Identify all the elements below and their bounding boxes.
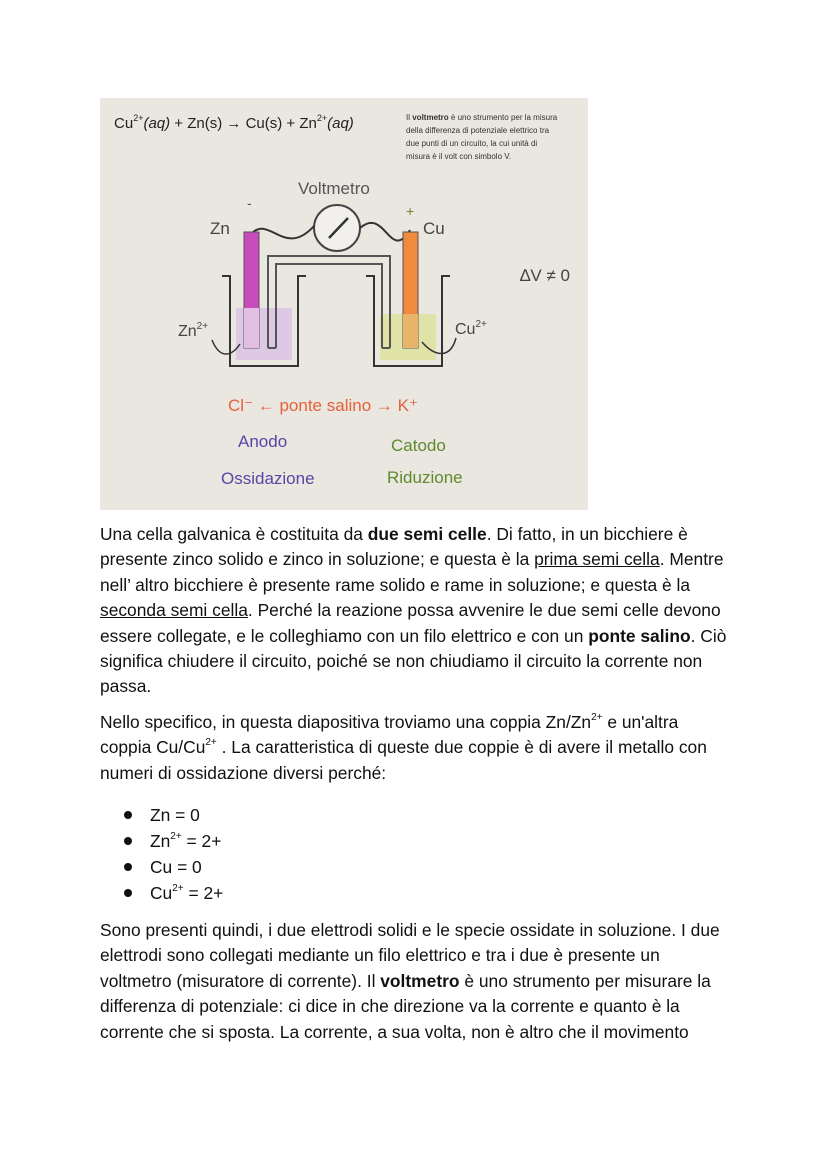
list-item: Cu = 0 xyxy=(122,854,732,880)
voltmeter-label: Voltmetro xyxy=(298,179,370,198)
paragraph-voltmeter: Sono presenti quindi, i due elettrodi solidi e le specie ossidate in soluzione. I due elettrodi sono collegati mediante un filo elettrico e tra i due è presente un voltmetro (misuratore di corrente). Il voltmetro è uno strumento per misurare la differenza di potenziale: ci dice in che direzione va la corrente e quanto è la corrente che si sposta. La corrente, a sua volta, non è altro che il movimento xyxy=(100,920,720,1042)
zn-ion-label: $Zn^{2+}$ xyxy=(178,321,209,340)
svg-text:Il voltmetro è uno strumento p: Il voltmetro è uno strumento per la misura xyxy=(406,113,558,122)
zinc-electrode-submerged xyxy=(244,308,259,348)
copper-electrode-submerged xyxy=(403,314,418,348)
reaction-equation: $Cu^{2+}(aq) + Zn(s) \to Cu(s) + Zn^{2+}(aq)$ xyxy=(114,113,354,132)
bold-ponte-salino: ponte salino xyxy=(588,625,691,646)
svg-text:due punti di un circuito, la c: due punti di un circuito, la cui unità di xyxy=(406,139,538,148)
galvanic-cell-diagram xyxy=(100,98,588,510)
anode-label: Anodo xyxy=(238,432,288,451)
minus-sign: - xyxy=(247,195,252,211)
oxidation-number-list xyxy=(100,802,732,906)
oxidation-label: Ossidazione xyxy=(221,469,315,488)
list-item: Zn = 0 xyxy=(122,802,732,828)
cu-ion-label: $Cu^{2+}$ xyxy=(455,319,487,338)
bullet-icon xyxy=(124,837,132,845)
cu-label: Cu xyxy=(423,219,445,238)
bullet-icon xyxy=(124,811,132,819)
body-text xyxy=(100,522,732,1055)
salt-bridge-label: Cl⁻ ← ponte salino → K⁺ xyxy=(228,396,418,415)
svg-text:della differenza di potenziale: della differenza di potenziale elettrico tra xyxy=(406,126,550,135)
cathode-label: Catodo xyxy=(391,436,446,455)
paragraph-galvanic-cell: Una cella galvanica è costituita da due semi celle. Di fatto, in un bicchiere è presente zinco solido e zinco in soluzione; e questa è la prima semi cella. Mentre nell’ altro bicchiere è presente rame solido e rame in soluzione; e questa è la seconda semi cella. Perché la reazione possa avvenire le due semi celle devono essere collegate, e le colleghiamo con un filo elettrico e con un ponte salino. Ciò significa chiudere il circuito, poiché se non chiudiamo il circuito la corrente non passa. xyxy=(100,524,727,697)
zn-ion-pointer xyxy=(212,340,240,354)
galvanic-cell-figure xyxy=(100,98,588,510)
underline-seconda-semi-cella: seconda semi cella xyxy=(100,600,248,621)
paragraph-redox-couples: Nello specifico, in questa diapositiva troviamo una coppia $Zn/Zn^{2+}$ e un'altra coppia $Cu/Cu^{2+}$ . La caratteristica di queste due coppie è di avere il metallo con numeri di ossidazione diversi perché: xyxy=(100,711,707,783)
zn-label: Zn xyxy=(210,219,230,238)
list-item: $Zn^{2+} = 2+$ xyxy=(122,828,732,854)
bullet-icon xyxy=(124,863,132,871)
bold-due-semi-celle: due semi celle xyxy=(367,524,487,544)
list-item: $Cu^{2+} = 2+$ xyxy=(122,880,732,906)
reduction-label: Riduzione xyxy=(387,468,463,487)
svg-text:misura è il volt con simbolo V: misura è il volt con simbolo V. xyxy=(406,152,512,161)
voltmeter-note xyxy=(406,113,558,161)
plus-sign: + xyxy=(406,203,415,219)
delta-v-label: ∆V ≠ 0 xyxy=(520,266,570,285)
bullet-icon xyxy=(124,889,132,897)
underline-prima-semi-cella: prima semi cella xyxy=(534,549,660,570)
bold-voltmetro: voltmetro xyxy=(380,970,460,991)
wire-left xyxy=(252,226,314,238)
